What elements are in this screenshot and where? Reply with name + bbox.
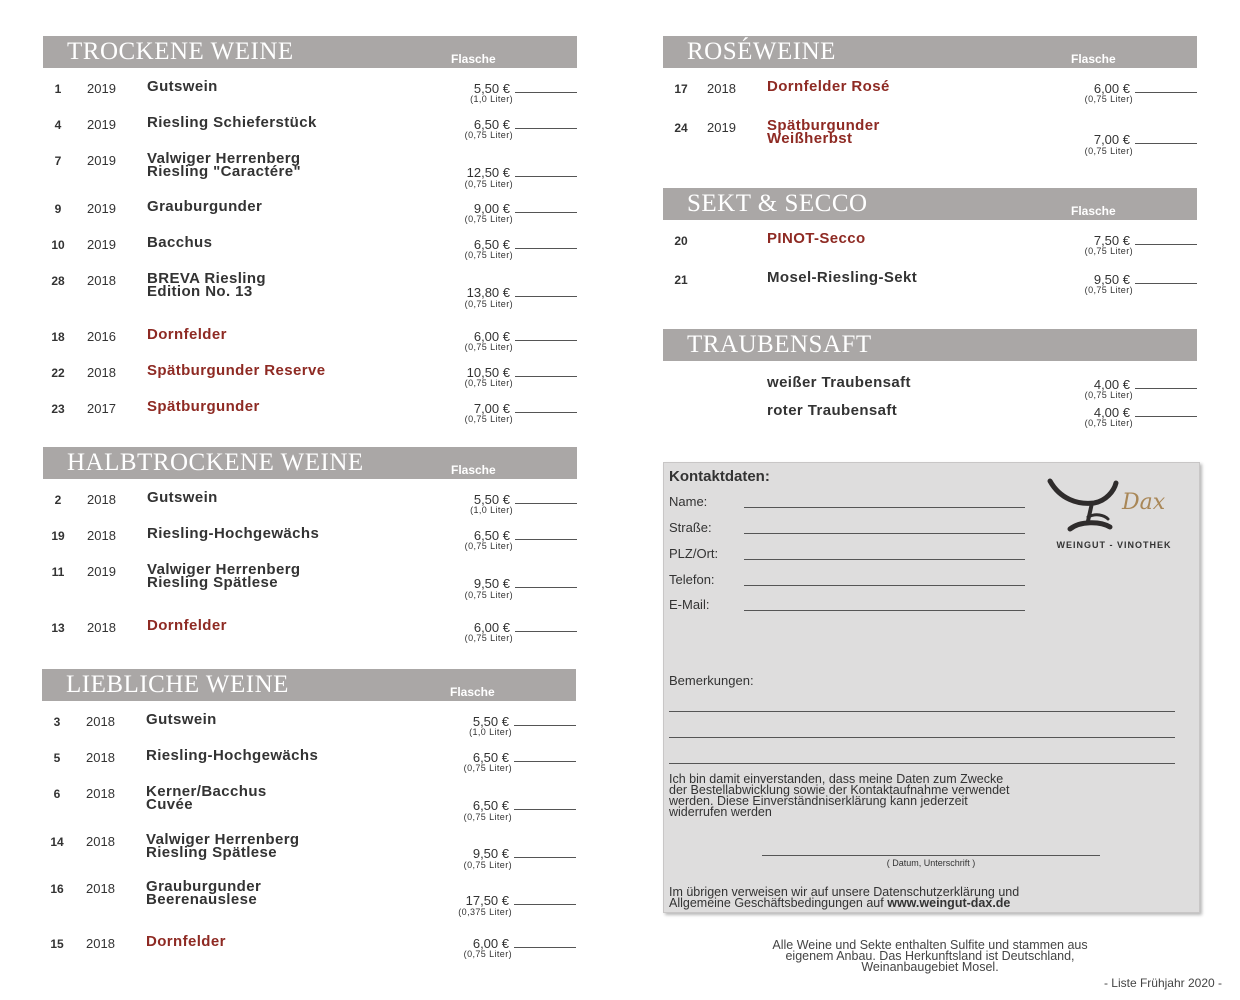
- quantity-line[interactable]: [515, 333, 577, 341]
- section-title: TRAUBENSAFT: [687, 331, 872, 358]
- bottle-size: (0,75 Liter): [1084, 285, 1133, 295]
- wine-name: Riesling-Hochgewächs: [147, 525, 320, 542]
- wine-name: Bacchus: [147, 234, 213, 251]
- section-header: [43, 447, 577, 479]
- column-label-flasche: Flasche: [1071, 52, 1116, 66]
- wine-number: 22: [51, 366, 65, 380]
- bottle-size: (0,75 Liter): [1084, 390, 1133, 400]
- bottle-size: (1,0 Liter): [470, 505, 513, 515]
- wine-price: 9,00 €: [473, 201, 510, 216]
- wine-name: Dornfelder: [146, 933, 226, 950]
- wine-year: 2018: [87, 528, 116, 543]
- wine-name: Riesling Schieferstück: [147, 114, 317, 131]
- wine-year: 2017: [87, 401, 116, 416]
- wine-number: 21: [674, 273, 688, 287]
- wine-number: 24: [674, 121, 688, 135]
- wine-number: 17: [674, 82, 688, 96]
- wine-number: 10: [51, 238, 65, 252]
- wine-year: 2019: [87, 564, 116, 579]
- wine-year: 2018: [86, 714, 115, 729]
- consent-text-line: widerrufen werden: [669, 805, 772, 819]
- section-header: [663, 188, 1197, 220]
- wine-price: 5,50 €: [472, 714, 509, 729]
- column-label-flasche: Flasche: [450, 685, 495, 699]
- wine-name: Valwiger Herrenberg: [146, 831, 300, 848]
- quantity-line[interactable]: [514, 754, 576, 762]
- section-title: SEKT & SECCO: [687, 190, 868, 217]
- wine-name: Gutswein: [147, 489, 218, 506]
- wine-year: 2018: [87, 273, 116, 288]
- wine-number: 16: [50, 882, 64, 896]
- wine-name: Dornfelder: [147, 326, 227, 343]
- wine-price: 6,00 €: [473, 620, 510, 635]
- section-title: HALBTROCKENE WEINE: [67, 449, 364, 476]
- bottle-size: (0,75 Liter): [1084, 146, 1133, 156]
- wine-year: 2018: [87, 620, 116, 635]
- bottle-size: (0,75 Liter): [464, 299, 513, 309]
- section-roseweine: [663, 36, 1197, 166]
- quantity-line[interactable]: [515, 205, 577, 213]
- quantity-line[interactable]: [514, 940, 576, 948]
- wine-name: Riesling-Hochgewächs: [146, 747, 319, 764]
- quantity-line[interactable]: [514, 897, 576, 905]
- wine-year: 2018: [707, 81, 736, 96]
- price-list-season: - Liste Frühjahr 2020 -: [1103, 976, 1222, 990]
- bottle-size: (0,75 Liter): [463, 763, 512, 773]
- section-halbtrockene-weine: [43, 447, 577, 647]
- street-label: Straße:: [669, 520, 712, 535]
- wine-name: Valwiger Herrenberg: [147, 561, 301, 578]
- footer-line: Weinanbaugebiet Mosel.: [861, 960, 999, 974]
- contact-title: Kontaktdaten:: [669, 468, 770, 485]
- wine-price: 5,50 €: [473, 492, 510, 507]
- column-label-flasche: Flasche: [1071, 204, 1116, 218]
- wine-number: 19: [51, 529, 65, 543]
- wine-number: 11: [51, 565, 65, 579]
- wine-name: Spätburgunder: [767, 117, 880, 134]
- wine-year: 2018: [86, 750, 115, 765]
- wine-name: PINOT-Secco: [767, 230, 866, 247]
- privacy-text: Allgemeine Geschäftsbedingungen auf: [669, 896, 884, 910]
- wine-number: 13: [51, 621, 65, 635]
- bottle-size: (0,75 Liter): [463, 860, 512, 870]
- section-header: [663, 329, 1197, 361]
- wine-name-line2: Edition No. 13: [147, 283, 253, 300]
- wine-name-line2: Beerenauslese: [146, 891, 258, 908]
- section-header: [42, 669, 576, 701]
- quantity-line[interactable]: [514, 850, 576, 858]
- wine-number: 28: [51, 274, 65, 288]
- wine-name: Spätburgunder: [147, 398, 260, 415]
- section-title: ROSÉWEINE: [687, 38, 836, 65]
- section-trockene-weine: [43, 36, 577, 426]
- name-field[interactable]: [744, 507, 1025, 508]
- privacy-text-line: [669, 897, 1194, 909]
- footer-line: Alle Weine und Sekte enthalten Sulfite und stammen aus: [772, 938, 1088, 952]
- wine-name: Kerner/Bacchus: [146, 783, 267, 800]
- bottle-size: (0,75 Liter): [463, 812, 512, 822]
- bottle-size: (0,375 Liter): [458, 907, 512, 917]
- footer-notice: [663, 940, 1197, 973]
- phone-label: Telefon:: [669, 572, 715, 587]
- email-field[interactable]: [744, 610, 1025, 611]
- name-label: Name:: [669, 494, 708, 509]
- privacy-text-line: Im übrigen verweisen wir auf unsere Datenschutzerklärung und: [669, 885, 1020, 899]
- wine-name: Valwiger Herrenberg: [147, 150, 301, 167]
- quantity-line[interactable]: [515, 169, 577, 177]
- wine-year: 2019: [87, 117, 116, 132]
- bottle-size: (0,75 Liter): [464, 633, 513, 643]
- wine-name-line2: Cuvée: [146, 796, 194, 813]
- quantity-line[interactable]: [1135, 409, 1197, 417]
- bottle-size: (0,75 Liter): [463, 949, 512, 959]
- wine-year: 2019: [707, 120, 736, 135]
- logo-wordmark: Dax: [1122, 490, 1166, 515]
- section-traubensaft: [663, 329, 1197, 439]
- wine-year: 2019: [87, 201, 116, 216]
- juice-price: 4,00 €: [1093, 405, 1130, 420]
- wine-price: 7,50 €: [1093, 233, 1130, 248]
- logo-caption: WEINGUT - VINOTHEK: [1056, 540, 1172, 550]
- footer-line: eigenem Anbau. Das Herkunftsland ist Deutschland,: [785, 949, 1075, 963]
- zip-city-field[interactable]: [744, 559, 1025, 560]
- wine-year: 2016: [87, 329, 116, 344]
- wine-price: 9,50 €: [1093, 272, 1130, 287]
- quantity-line[interactable]: [515, 405, 577, 413]
- quantity-line[interactable]: [515, 289, 577, 297]
- wine-year: 2018: [87, 365, 116, 380]
- signature-line[interactable]: [762, 855, 1100, 856]
- wine-price: 6,50 €: [473, 237, 510, 252]
- quantity-line[interactable]: [1135, 276, 1197, 284]
- quantity-line[interactable]: [1135, 85, 1197, 93]
- wine-number: 23: [51, 402, 65, 416]
- signature-label: ( Datum, Unterschrift ): [886, 858, 976, 868]
- bottle-size: (0,75 Liter): [464, 541, 513, 551]
- quantity-line[interactable]: [515, 496, 577, 504]
- bottle-size: (1,0 Liter): [470, 94, 513, 104]
- wine-number: 9: [54, 202, 62, 216]
- wine-number: 4: [54, 118, 62, 132]
- wine-price: 12,50 €: [466, 165, 510, 180]
- wine-year: 2018: [86, 834, 115, 849]
- wine-name-line2: Riesling Spätlese: [146, 844, 278, 861]
- wine-number: 20: [674, 234, 688, 248]
- wine-year: 2019: [87, 81, 116, 96]
- wine-year: 2019: [87, 153, 116, 168]
- wine-price: 6,50 €: [473, 117, 510, 132]
- wine-price: 13,80 €: [466, 285, 510, 300]
- section-header: [663, 36, 1197, 68]
- wine-price: 6,00 €: [473, 329, 510, 344]
- wine-number: 15: [50, 937, 64, 951]
- phone-field[interactable]: [744, 585, 1025, 586]
- wine-price: 6,50 €: [472, 798, 509, 813]
- bottle-size: (0,75 Liter): [464, 214, 513, 224]
- quantity-line[interactable]: [515, 580, 577, 588]
- column-label-flasche: Flasche: [451, 463, 496, 477]
- juice-price: 4,00 €: [1093, 377, 1130, 392]
- quantity-line[interactable]: [515, 85, 577, 93]
- wine-price: 6,00 €: [1093, 81, 1130, 96]
- wine-number: 18: [51, 330, 65, 344]
- wine-price: 10,50 €: [466, 365, 510, 380]
- wine-number: 7: [54, 154, 62, 168]
- wine-price: 6,00 €: [472, 936, 509, 951]
- bottle-size: (0,75 Liter): [1084, 418, 1133, 428]
- zip-city-label: PLZ/Ort:: [669, 546, 719, 561]
- quantity-line[interactable]: [1135, 136, 1197, 144]
- quantity-line[interactable]: [514, 802, 576, 810]
- juice-name: roter Traubensaft: [767, 402, 898, 419]
- street-field[interactable]: [744, 533, 1025, 534]
- column-label-flasche: Flasche: [451, 52, 496, 66]
- wine-price: 9,50 €: [472, 846, 509, 861]
- quantity-line[interactable]: [515, 241, 577, 249]
- wine-year: 2018: [86, 881, 115, 896]
- wine-name: Grauburgunder: [146, 878, 262, 895]
- wine-name: Mosel-Riesling-Sekt: [767, 269, 918, 286]
- wine-name: Grauburgunder: [147, 198, 263, 215]
- wine-year: 2018: [86, 786, 115, 801]
- wine-price: 7,00 €: [1093, 132, 1130, 147]
- quantity-line[interactable]: [514, 718, 576, 726]
- quantity-line[interactable]: [1135, 381, 1197, 389]
- bottle-size: (0,75 Liter): [464, 414, 513, 424]
- bottle-size: (0,75 Liter): [464, 179, 513, 189]
- bottle-size: (1,0 Liter): [469, 727, 512, 737]
- wine-name: Gutswein: [146, 711, 217, 728]
- quantity-line[interactable]: [515, 532, 577, 540]
- bottle-size: (0,75 Liter): [464, 130, 513, 140]
- quantity-line[interactable]: [515, 121, 577, 129]
- consent-text-line: werden. Diese Einverständniserklärung kann jederzeit: [669, 794, 968, 808]
- wine-year: 2018: [86, 936, 115, 951]
- wine-name-line2: Riesling Spätlese: [147, 574, 279, 591]
- remarks-line[interactable]: [669, 763, 1175, 764]
- wine-year: 2019: [87, 237, 116, 252]
- wine-price: 9,50 €: [473, 576, 510, 591]
- contact-form-panel: [663, 462, 1200, 913]
- bottle-size: (0,75 Liter): [464, 250, 513, 260]
- website-link[interactable]: www.weingut-dax.de: [887, 896, 1011, 910]
- wine-name: Spätburgunder Reserve: [147, 362, 326, 379]
- wine-number: 6: [53, 787, 61, 801]
- email-label: E-Mail:: [669, 597, 710, 612]
- wine-name-line2: Weißherbst: [767, 130, 853, 147]
- wine-price: 5,50 €: [473, 81, 510, 96]
- bottle-size: (0,75 Liter): [464, 342, 513, 352]
- wine-number: 2: [54, 493, 62, 507]
- bottle-size: (0,75 Liter): [1084, 246, 1133, 256]
- bottle-size: (0,75 Liter): [464, 590, 513, 600]
- quantity-line[interactable]: [515, 624, 577, 632]
- quantity-line[interactable]: [1135, 237, 1197, 245]
- remarks-line[interactable]: [669, 711, 1175, 712]
- wine-name: BREVA Riesling: [147, 270, 266, 287]
- bottle-size: (0,75 Liter): [464, 378, 513, 388]
- bottle-size: (0,75 Liter): [1084, 94, 1133, 104]
- remarks-line[interactable]: [669, 737, 1175, 738]
- wine-number: 5: [53, 751, 61, 765]
- wine-name: Gutswein: [147, 78, 218, 95]
- consent-text-line: Ich bin damit einverstanden, dass meine Daten zum Zwecke: [669, 772, 1004, 786]
- wine-name: Dornfelder: [147, 617, 227, 634]
- wine-number: 14: [50, 835, 64, 849]
- wine-price: 6,50 €: [473, 528, 510, 543]
- wine-name: Dornfelder Rosé: [767, 78, 890, 95]
- consent-text-line: der Bestellabwicklung sowie der Kontaktaufnahme verwendet: [669, 783, 1010, 797]
- wine-number: 1: [54, 82, 62, 96]
- juice-name: weißer Traubensaft: [767, 374, 911, 391]
- section-title: LIEBLICHE WEINE: [66, 671, 289, 698]
- wine-price: 17,50 €: [465, 893, 509, 908]
- remarks-label: Bemerkungen:: [669, 673, 754, 688]
- wine-price: 6,50 €: [472, 750, 509, 765]
- section-liebliche-weine: [42, 669, 576, 969]
- wine-number: 3: [53, 715, 61, 729]
- section-title: TROCKENE WEINE: [67, 38, 294, 65]
- section-header: [43, 36, 577, 68]
- wine-year: 2018: [87, 492, 116, 507]
- quantity-line[interactable]: [515, 369, 577, 377]
- wine-name-line2: Riesling "Caractére": [147, 163, 301, 180]
- section-sekt-secco: [663, 188, 1197, 308]
- wine-price: 7,00 €: [473, 401, 510, 416]
